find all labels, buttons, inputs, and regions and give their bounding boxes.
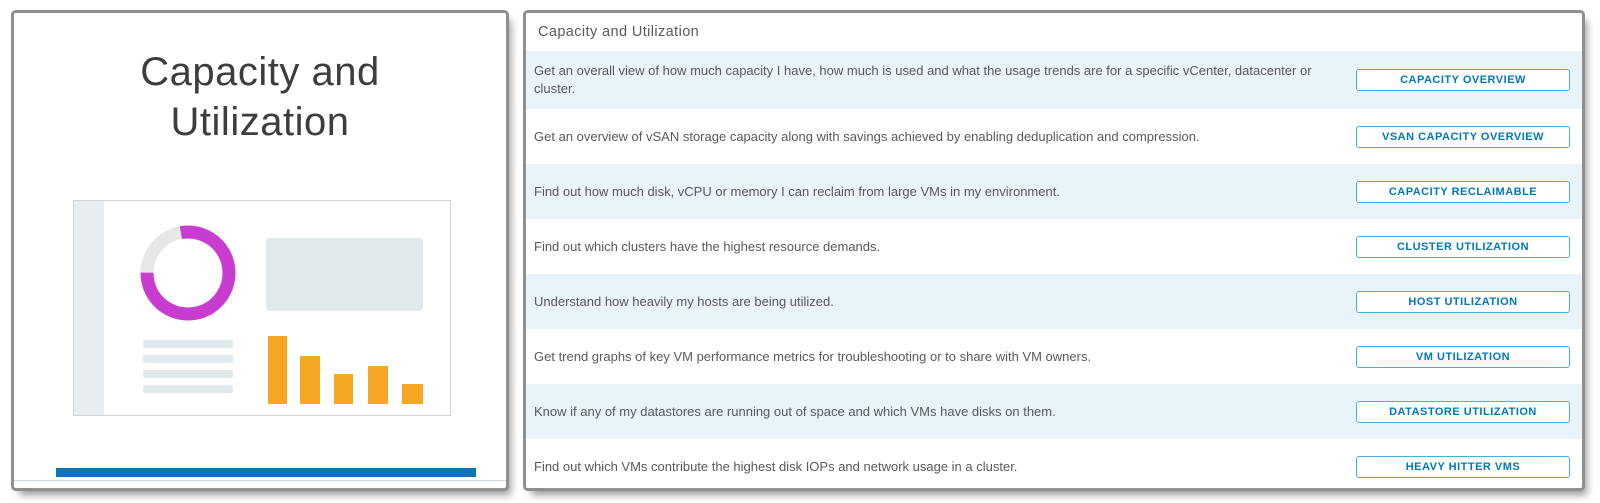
- dashboard-illustration: [73, 200, 451, 416]
- donut-chart-icon: [138, 223, 238, 323]
- item-description: Get an overall view of how much capacity I have, how much is used and what the usage trends are for a specific vCenter, datacenter or cluster.: [534, 63, 1312, 96]
- bar-chart-icon-bar: [334, 374, 353, 404]
- illustration-sidebar-shape: [74, 201, 104, 415]
- capacity-utilization-detail-panel: [526, 13, 1582, 488]
- datastore-utilization-button[interactable]: DATASTORE UTILIZATION: [1356, 401, 1570, 423]
- bar-chart-icon-bar: [402, 384, 423, 404]
- panel-title: Capacity and Utilization: [538, 24, 700, 40]
- list-item: [526, 274, 1582, 329]
- list-item: [526, 439, 1582, 488]
- heavy-hitter-vms-button[interactable]: HEAVY HITTER VMS: [1356, 456, 1570, 478]
- list-item: [526, 164, 1582, 219]
- bar-chart-icon-bar: [300, 356, 320, 404]
- capacity-utilization-category-card: [14, 13, 506, 488]
- bar-chart-icon-bar: [268, 336, 287, 404]
- list-item: [526, 384, 1582, 439]
- cluster-utilization-button[interactable]: CLUSTER UTILIZATION: [1356, 236, 1570, 258]
- vm-utilization-button[interactable]: VM UTILIZATION: [1356, 346, 1570, 368]
- placeholder-text-line: [143, 340, 233, 348]
- placeholder-text-line: [143, 385, 233, 393]
- list-item: [526, 329, 1582, 384]
- list-item: [526, 219, 1582, 274]
- item-description: Understand how heavily my hosts are being utilized.: [534, 293, 834, 309]
- item-description: Get trend graphs of key VM performance metrics for troubleshooting or to share with VM owners.: [534, 348, 1092, 364]
- category-card-title: Capacity and Utilization: [140, 50, 380, 144]
- item-description: Get an overview of vSAN storage capacity along with savings achieved by enabling deduplication and compression.: [534, 128, 1200, 144]
- list-item: [526, 109, 1582, 164]
- category-progress-bar: [56, 468, 476, 477]
- list-item: [526, 51, 1582, 109]
- placeholder-text-line: [143, 370, 233, 378]
- bar-chart-icon-bar: [368, 366, 388, 404]
- item-description: Find out which clusters have the highest resource demands.: [534, 238, 881, 254]
- placeholder-panel-shape: [266, 238, 423, 311]
- card-footer-divider: [14, 480, 506, 481]
- capacity-reclaimable-button[interactable]: CAPACITY RECLAIMABLE: [1356, 181, 1570, 203]
- item-description: Know if any of my datastores are running out of space and which VMs have disks on them.: [534, 403, 1056, 419]
- vsan-capacity-overview-button[interactable]: VSAN CAPACITY OVERVIEW: [1356, 126, 1570, 148]
- placeholder-text-line: [143, 355, 233, 363]
- capacity-overview-button[interactable]: CAPACITY OVERVIEW: [1356, 69, 1570, 91]
- item-description: Find out which VMs contribute the highest disk IOPs and network usage in a cluster.: [534, 458, 1018, 474]
- item-description: Find out how much disk, vCPU or memory I can reclaim from large VMs in my environment.: [534, 183, 1060, 199]
- quick-start-link-list: [526, 51, 1582, 488]
- host-utilization-button[interactable]: HOST UTILIZATION: [1356, 291, 1570, 313]
